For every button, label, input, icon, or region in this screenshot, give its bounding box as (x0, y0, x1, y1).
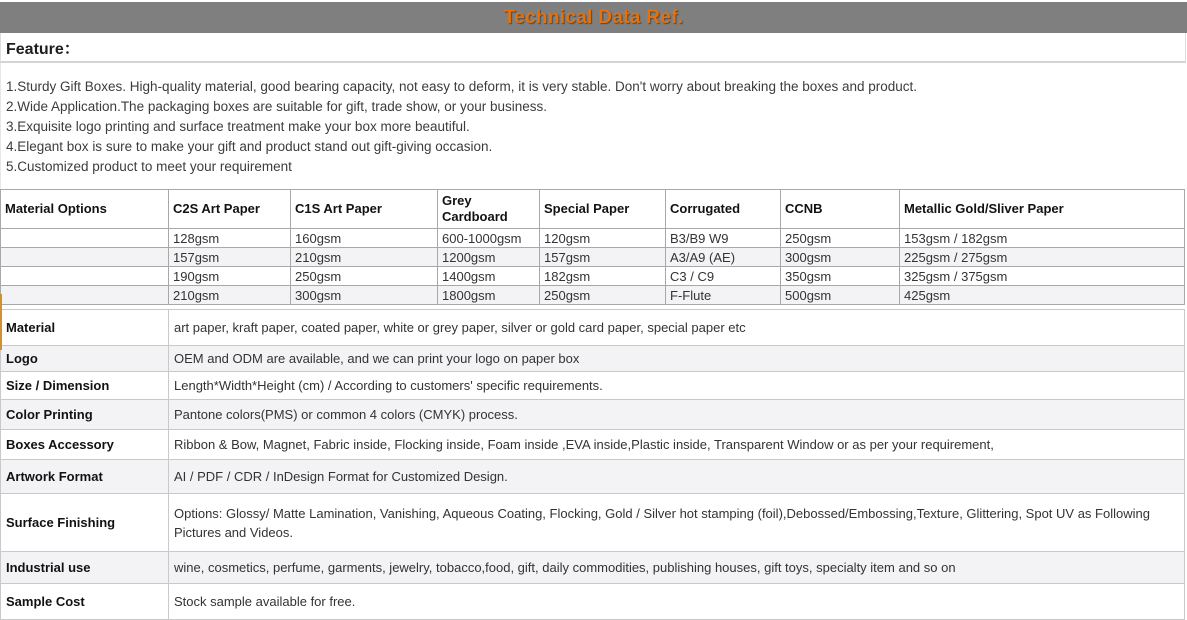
spec-label: Color Printing (1, 400, 169, 430)
column-header-metallic-gold-sliver-paper: Metallic Gold/Sliver Paper (900, 190, 1185, 229)
material-cell: 350gsm (781, 267, 900, 286)
column-header-c2s-art-paper: C2S Art Paper (169, 190, 291, 229)
material-cell: 250gsm (781, 229, 900, 248)
title-bar (0, 2, 1187, 33)
spec-row-logo (1, 346, 1185, 372)
material-cell (1, 286, 169, 305)
spec-row-artwork-format (1, 460, 1185, 494)
column-header-grey-cardboard: Grey Cardboard (438, 190, 540, 229)
column-header-corrugated: Corrugated (666, 190, 781, 229)
materials-row (1, 267, 1185, 286)
feature-item: 4.Elegant box is sure to make your gift and product stand out gift-giving occasion. (6, 139, 493, 154)
column-header-ccnb: CCNB (781, 190, 900, 229)
feature-item: 3.Exquisite logo printing and surface treatment make your box more beautiful. (6, 119, 470, 134)
spec-label: Boxes Accessory (1, 430, 169, 460)
material-cell: 120gsm (540, 229, 666, 248)
material-cell: 250gsm (540, 286, 666, 305)
material-cell: 300gsm (291, 286, 438, 305)
spec-label: Logo (1, 346, 169, 372)
spec-label: Material (1, 310, 169, 346)
feature-list (0, 63, 1186, 189)
spec-value: Options: Glossy/ Matte Lamination, Vanishing, Aqueous Coating, Flocking, Gold / Silver hot stamping (foil),Debossed/Embossing,Texture, Glittering, Spot UV as Following Pictures and Videos. (169, 494, 1185, 552)
spec-label: Industrial use (1, 552, 169, 584)
material-cell (1, 248, 169, 267)
spec-value: OEM and ODM are available, and we can print your logo on paper box (169, 346, 1185, 372)
material-cell: F-Flute (666, 286, 781, 305)
column-header-material-options: Material Options (1, 190, 169, 229)
spec-label: Size / Dimension (1, 372, 169, 400)
spec-label: Surface Finishing (1, 494, 169, 552)
spec-row-industrial-use (1, 552, 1185, 584)
materials-row (1, 248, 1185, 267)
material-cell: A3/A9 (AE) (666, 248, 781, 267)
page-title: Technical Data Ref. (503, 6, 684, 28)
feature-item: 1.Sturdy Gift Boxes. High-quality material, good bearing capacity, not easy to deform, it is very stable. Don't worry about breaking the boxes and product. (6, 79, 918, 94)
materials-row (1, 286, 1185, 305)
material-cell: 425gsm (900, 286, 1185, 305)
material-cell: 157gsm (540, 248, 666, 267)
material-cell: 157gsm (169, 248, 291, 267)
spec-value: Stock sample available for free. (169, 584, 1185, 620)
material-cell: 1800gsm (438, 286, 540, 305)
material-cell: 190gsm (169, 267, 291, 286)
material-cell (1, 267, 169, 286)
spec-value: wine, cosmetics, perfume, garments, jewelry, tobacco,food, gift, daily commodities, publishing houses, gift toys, specialty item and so on (169, 552, 1185, 584)
spec-value: AI / PDF / CDR / InDesign Format for Customized Design. (169, 460, 1185, 494)
material-cell: 210gsm (169, 286, 291, 305)
column-header-special-paper: Special Paper (540, 190, 666, 229)
material-cell: 182gsm (540, 267, 666, 286)
spec-value: Ribbon & Bow, Magnet, Fabric inside, Flocking inside, Foam inside ,EVA inside,Plastic inside, Transparent Window or as per your requirement, (169, 430, 1185, 460)
materials-row (1, 229, 1185, 248)
material-cell: C3 / C9 (666, 267, 781, 286)
material-cell: 1200gsm (438, 248, 540, 267)
spec-value: Pantone colors(PMS) or common 4 colors (CMYK) process. (169, 400, 1185, 430)
spec-row-sample-cost (1, 584, 1185, 620)
material-cell: 600-1000gsm (438, 229, 540, 248)
spec-row-surface-finishing (1, 494, 1185, 552)
material-cell: 225gsm / 275gsm (900, 248, 1185, 267)
material-cell: 500gsm (781, 286, 900, 305)
material-cell: 250gsm (291, 267, 438, 286)
accent-strip (0, 294, 2, 350)
material-cell (1, 229, 169, 248)
material-cell: 210gsm (291, 248, 438, 267)
material-cell: 300gsm (781, 248, 900, 267)
spec-value: Length*Width*Height (cm) / According to customers' specific requirements. (169, 372, 1185, 400)
column-header-c1s-art-paper: C1S Art Paper (291, 190, 438, 229)
spec-value: art paper, kraft paper, coated paper, white or grey paper, silver or gold card paper, special paper etc (169, 310, 1185, 346)
spec-row-material (1, 310, 1185, 346)
material-cell: 160gsm (291, 229, 438, 248)
material-cell: 325gsm / 375gsm (900, 267, 1185, 286)
spec-label: Artwork Format (1, 460, 169, 494)
material-cell: 153gsm / 182gsm (900, 229, 1185, 248)
material-cell: B3/B9 W9 (666, 229, 781, 248)
specs-table (0, 309, 1185, 620)
feature-heading: Feature： (6, 40, 80, 58)
spec-label: Sample Cost (1, 584, 169, 620)
spec-row-color-printing (1, 400, 1185, 430)
feature-item: 5.Customized product to meet your requirement (6, 159, 292, 174)
materials-header-row (1, 190, 1185, 229)
material-cell: 128gsm (169, 229, 291, 248)
spec-row-size-dimension (1, 372, 1185, 400)
feature-item: 2.Wide Application.The packaging boxes are suitable for gift, trade show, or your business. (6, 99, 548, 114)
feature-heading-row (0, 33, 1186, 63)
material-cell: 1400gsm (438, 267, 540, 286)
materials-table (0, 189, 1185, 305)
spec-row-boxes-accessory (1, 430, 1185, 460)
